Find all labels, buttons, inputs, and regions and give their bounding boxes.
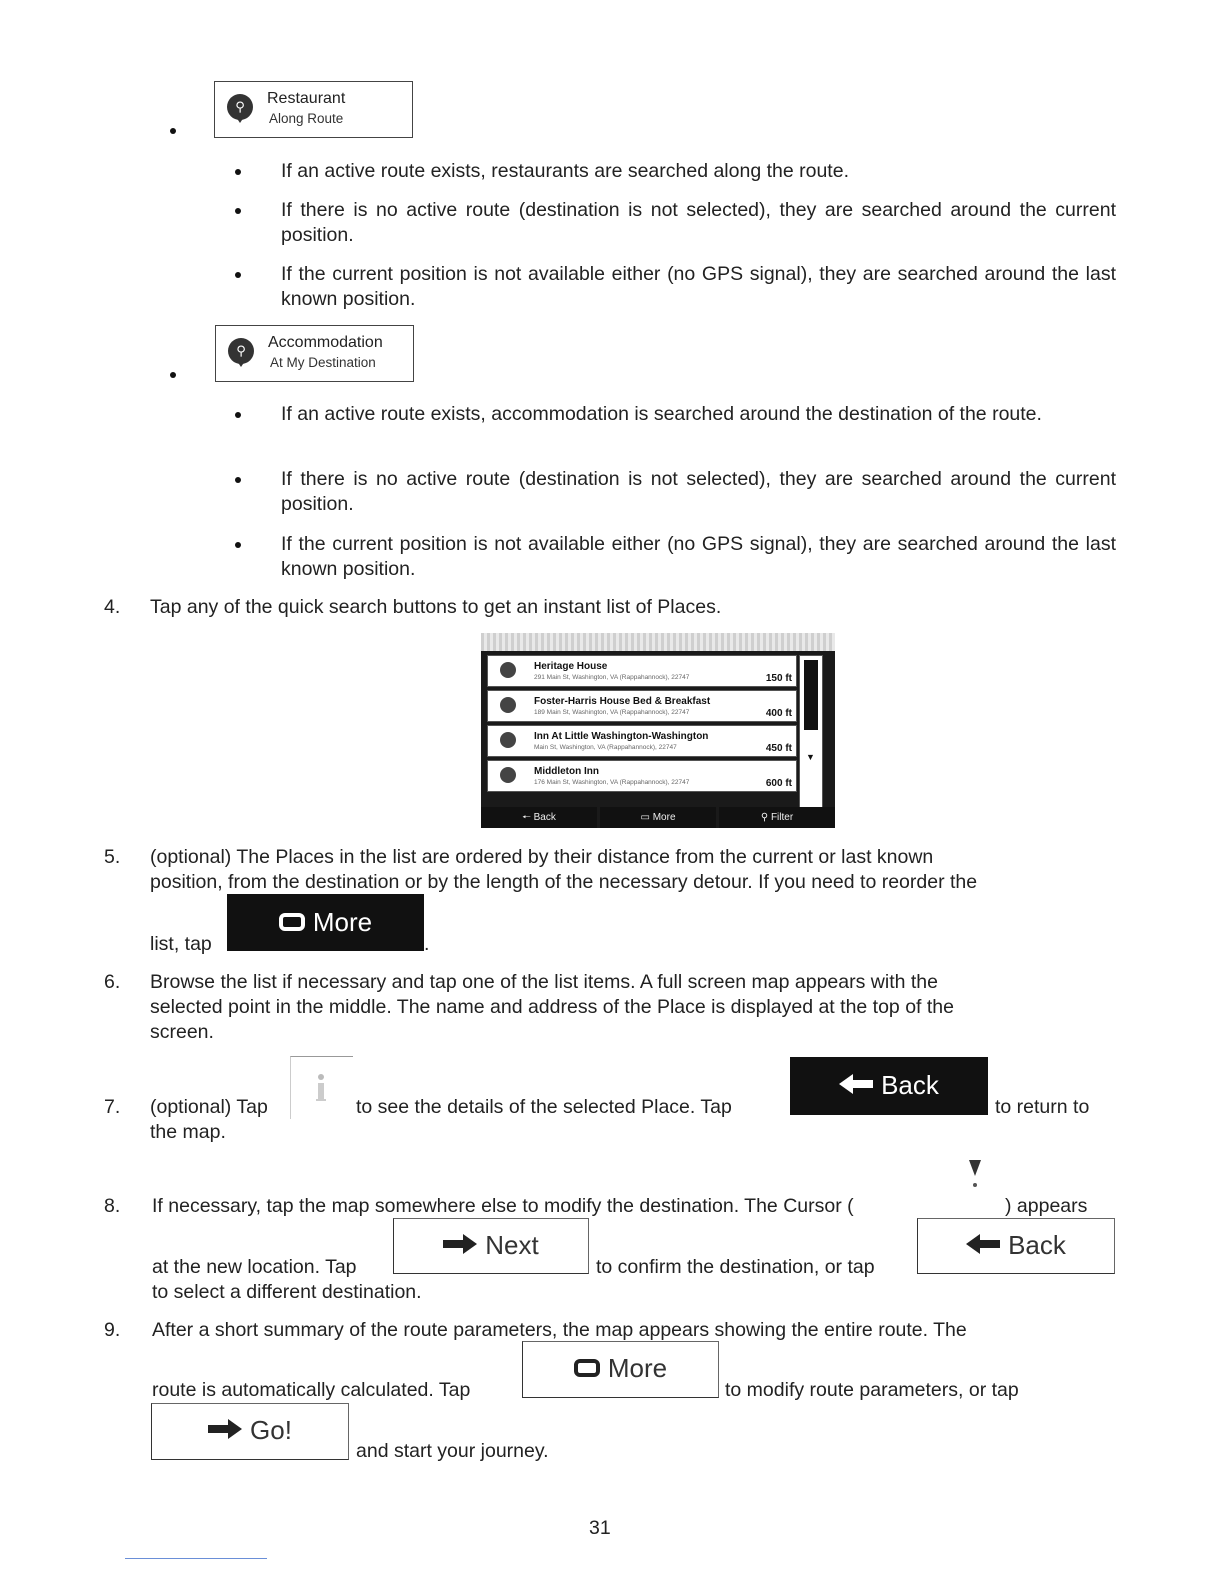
more-icon bbox=[574, 1359, 600, 1377]
step-8-pre: at the new location. Tap bbox=[152, 1256, 357, 1278]
step-7-line-2: the map. bbox=[150, 1121, 226, 1143]
arrow-right-icon bbox=[208, 1419, 242, 1439]
step-number: 5. bbox=[104, 846, 121, 868]
button-label: Filter bbox=[770, 812, 794, 823]
list-item[interactable] bbox=[487, 655, 797, 687]
step-7-post: to return to bbox=[995, 1096, 1090, 1118]
step-8-line-1: If necessary, tap the map somewhere else to modify the destination. The Cursor ( bbox=[152, 1195, 854, 1217]
scroll-thumb[interactable] bbox=[804, 660, 818, 730]
step-8-mid: to confirm the destination, or tap bbox=[596, 1256, 875, 1278]
next-button[interactable] bbox=[393, 1218, 589, 1274]
button-subtitle: At My Destination bbox=[270, 355, 376, 370]
more-icon bbox=[279, 913, 305, 931]
bullet bbox=[235, 272, 241, 278]
bullet bbox=[235, 477, 241, 483]
place-distance: 600 ft bbox=[765, 778, 792, 789]
button-title: Accommodation bbox=[268, 334, 383, 351]
accommodation-icon bbox=[500, 662, 516, 678]
step-5-pre: list, tap bbox=[150, 933, 212, 955]
accommodation-bullet-3: If the current position is not available either (no GPS signal), they are searched around the last known position. bbox=[281, 533, 1116, 580]
place-details-button[interactable] bbox=[290, 1056, 353, 1119]
place-distance: 400 ft bbox=[765, 708, 792, 719]
step-9-pre: route is automatically calculated. Tap bbox=[152, 1379, 471, 1401]
cursor-icon bbox=[968, 1160, 982, 1190]
step-5-line-2: position, from the destination or by the length of the necessary detour. If you need to reorder the bbox=[150, 871, 978, 893]
button-subtitle: Along Route bbox=[269, 111, 344, 126]
place-address: 189 Main St, Washington, VA (Rappahannock), 22747 bbox=[534, 709, 690, 716]
bullet bbox=[235, 412, 241, 418]
place-address: Main St, Washington, VA (Rappahannock), 22747 bbox=[534, 744, 677, 751]
more-button-route[interactable] bbox=[522, 1341, 719, 1398]
restaurant-bullet-1: If an active route exists, restaurants are searched along the route. bbox=[281, 160, 849, 182]
restaurant-bullet-3: If the current position is not available either (no GPS signal), they are searched around the last known position. bbox=[281, 263, 1116, 310]
step-number: 8. bbox=[104, 1195, 121, 1217]
list-more-button[interactable]: ▭ More bbox=[600, 807, 716, 828]
step-5-line-1: (optional) The Places in the list are ordered by their distance from the current or last known bbox=[150, 846, 934, 868]
step-9-mid: to modify route parameters, or tap bbox=[725, 1379, 1019, 1401]
button-label: Back bbox=[533, 812, 556, 823]
arrow-left-icon bbox=[966, 1234, 1000, 1254]
place-name: Middleton Inn bbox=[534, 766, 599, 777]
accommodation-icon bbox=[500, 732, 516, 748]
arrow-left-icon bbox=[839, 1074, 873, 1094]
step-number: 6. bbox=[104, 971, 121, 993]
place-name: Inn At Little Washington-Washington bbox=[534, 731, 709, 742]
place-name: Foster-Harris House Bed & Breakfast bbox=[534, 696, 711, 707]
step-6-line-3: screen. bbox=[150, 1021, 214, 1043]
accommodation-icon: ⚲ bbox=[228, 338, 254, 364]
list-item[interactable] bbox=[487, 690, 797, 722]
page-number: 31 bbox=[589, 1517, 611, 1539]
bullet bbox=[170, 128, 176, 134]
place-address: 176 Main St, Washington, VA (Rappahannock), 22747 bbox=[534, 779, 690, 786]
more-button[interactable] bbox=[227, 894, 424, 951]
place-distance: 450 ft bbox=[765, 743, 792, 754]
step-5-post: . bbox=[424, 933, 430, 955]
arrow-right-icon bbox=[443, 1234, 477, 1254]
step-number: 4. bbox=[104, 596, 121, 618]
step-8-line-3: to select a different destination. bbox=[152, 1281, 422, 1303]
step-6-line-2: selected point in the middle. The name and address of the Place is displayed at the top of the bbox=[150, 996, 954, 1018]
restaurant-icon: ⚲ bbox=[227, 94, 253, 120]
accommodation-icon bbox=[500, 767, 516, 783]
back-button[interactable] bbox=[790, 1057, 988, 1115]
list-back-button[interactable]: 🠔 Back bbox=[481, 807, 597, 828]
places-list-screenshot bbox=[481, 633, 835, 828]
footer-rule bbox=[125, 1558, 267, 1559]
list-filter-button[interactable]: ⚲ Filter bbox=[719, 807, 835, 828]
list-item[interactable] bbox=[487, 725, 797, 757]
accommodation-bullet-1: If an active route exists, accommodation is searched around the destination of the route. bbox=[281, 403, 1042, 425]
step-4-text: Tap any of the quick search buttons to get an instant list of Places. bbox=[150, 596, 722, 618]
button-label: More bbox=[312, 907, 373, 937]
button-label: More bbox=[607, 1353, 668, 1383]
step-8-line-1-end: ) appears bbox=[1005, 1195, 1088, 1217]
step-7-mid: to see the details of the selected Place. Tap bbox=[356, 1096, 732, 1118]
button-label: Back bbox=[881, 1070, 939, 1100]
step-number: 7. bbox=[104, 1096, 121, 1118]
button-label: Go! bbox=[250, 1415, 292, 1445]
button-label: Next bbox=[485, 1230, 539, 1260]
place-distance: 150 ft bbox=[765, 673, 792, 684]
step-number: 9. bbox=[104, 1319, 121, 1341]
info-icon bbox=[311, 1069, 331, 1109]
bullet bbox=[235, 208, 241, 214]
step-6-line-1: Browse the list if necessary and tap one of the list items. A full screen map appears with the bbox=[150, 971, 938, 993]
bullet bbox=[235, 169, 241, 175]
button-label: Back bbox=[1008, 1230, 1066, 1260]
accommodation-at-destination-button[interactable] bbox=[215, 325, 414, 382]
go-button[interactable] bbox=[151, 1403, 349, 1460]
button-title: Restaurant bbox=[267, 90, 346, 107]
accommodation-icon bbox=[500, 697, 516, 713]
bullet bbox=[170, 372, 176, 378]
screenshot-top-strip bbox=[481, 633, 835, 651]
back-button-secondary[interactable] bbox=[917, 1218, 1115, 1274]
scroll-down-icon[interactable]: ▼ bbox=[806, 752, 815, 762]
list-scrollbar[interactable] bbox=[799, 655, 823, 821]
restaurant-bullet-2: If there is no active route (destination is not selected), they are searched around the current position. bbox=[281, 199, 1116, 246]
button-label: More bbox=[652, 812, 676, 823]
list-item[interactable] bbox=[487, 760, 797, 792]
step-9-post: and start your journey. bbox=[356, 1440, 549, 1462]
place-address: 291 Main St, Washington, VA (Rappahannock), 22747 bbox=[534, 674, 690, 681]
step-9-line-1: After a short summary of the route parameters, the map appears showing the entire route. The bbox=[152, 1319, 967, 1341]
place-name: Heritage House bbox=[534, 661, 608, 672]
accommodation-bullet-2: If there is no active route (destination is not selected), they are searched around the current position. bbox=[281, 468, 1116, 515]
bullet bbox=[235, 542, 241, 548]
restaurant-along-route-button[interactable] bbox=[214, 81, 413, 138]
step-7-pre: (optional) Tap bbox=[150, 1096, 268, 1118]
